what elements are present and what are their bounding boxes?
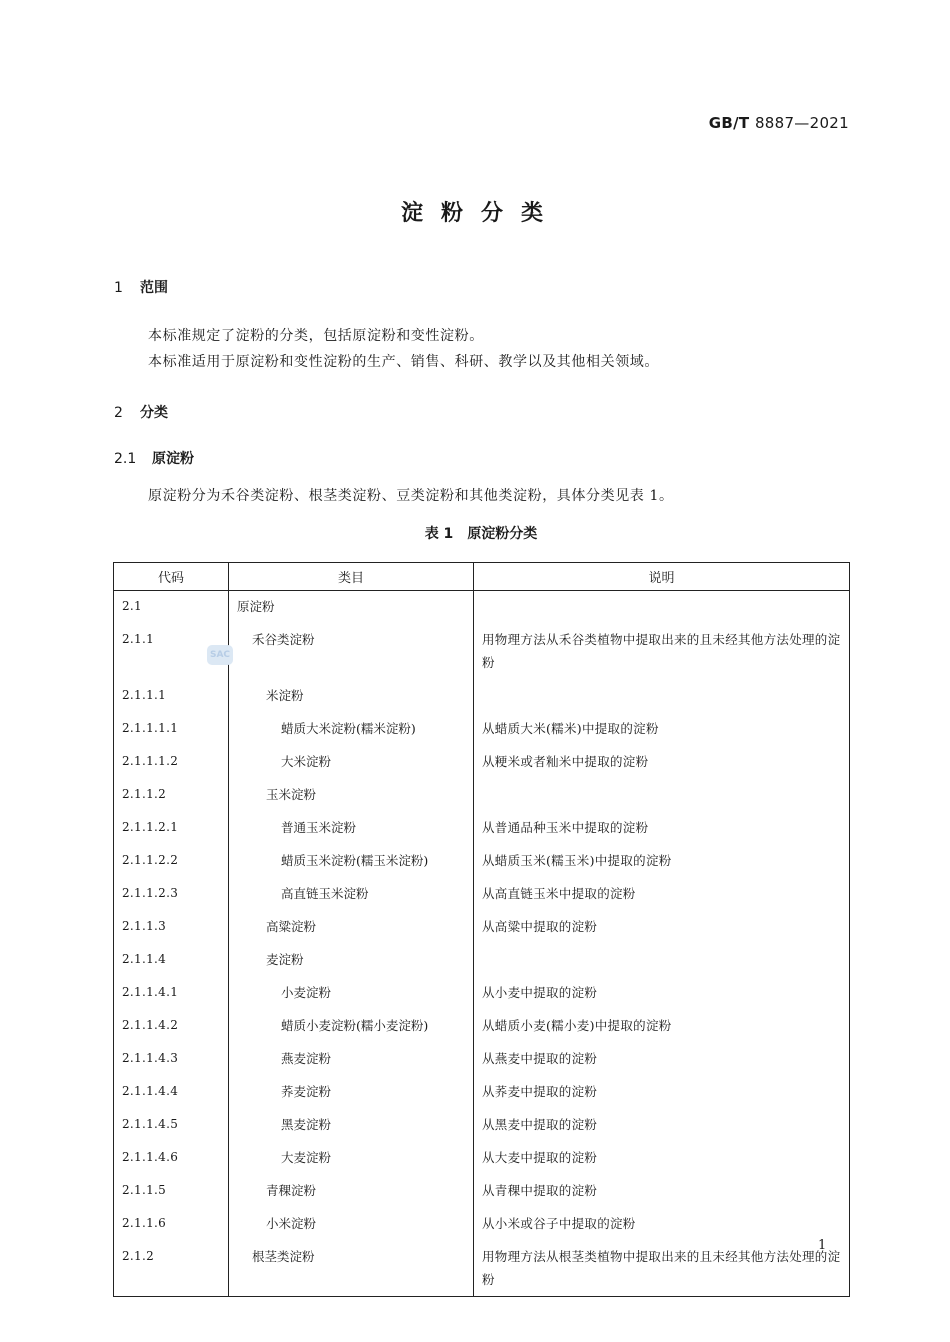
table-row [114, 910, 850, 943]
row-description: 从蜡质小麦(糯小麦)中提取的淀粉 [474, 1009, 850, 1042]
section-1-heading [114, 277, 168, 297]
row-category-cell [229, 1207, 474, 1240]
row-category: 米淀粉 [266, 688, 304, 703]
section-1-title: 范围 [140, 280, 168, 296]
starch-classification-table [113, 562, 850, 1297]
row-code: 2.1.1.4.5 [114, 1108, 229, 1141]
row-code: 2.1.1.5 [114, 1174, 229, 1207]
section-2-1-heading [114, 448, 194, 468]
header-description: 说明 [474, 563, 850, 591]
row-category-cell [229, 943, 474, 976]
table-row [114, 712, 850, 745]
row-category: 禾谷类淀粉 [252, 632, 315, 647]
row-category-cell [229, 1174, 474, 1207]
header-code: 代码 [114, 563, 229, 591]
row-category-cell [229, 778, 474, 811]
sac-watermark-logo: SAC [207, 645, 233, 665]
row-description: 从粳米或者籼米中提取的淀粉 [474, 745, 850, 778]
row-category: 玉米淀粉 [266, 787, 317, 802]
table-row [114, 745, 850, 778]
row-category-cell [229, 1240, 474, 1297]
standard-code [709, 114, 849, 132]
header-category: 类目 [229, 563, 474, 591]
row-category: 蜡质小麦淀粉(糯小麦淀粉) [281, 1018, 429, 1033]
row-code: 2.1.1.1.2 [114, 745, 229, 778]
row-code: 2.1.1.3 [114, 910, 229, 943]
table-header-row [114, 563, 850, 591]
row-category-cell [229, 976, 474, 1009]
table-row [114, 976, 850, 1009]
row-category: 蜡质大米淀粉(糯米淀粉) [281, 721, 416, 736]
row-code: 2.1.1.4.3 [114, 1042, 229, 1075]
row-category-cell [229, 712, 474, 745]
row-description: 从荞麦中提取的淀粉 [474, 1075, 850, 1108]
page-number: 1 [818, 1238, 827, 1253]
row-category-cell [229, 679, 474, 712]
row-category-cell [229, 1042, 474, 1075]
row-description: 从蜡质大米(糯米)中提取的淀粉 [474, 712, 850, 745]
section-2-1-title: 原淀粉 [152, 451, 194, 467]
table-row [114, 811, 850, 844]
row-code: 2.1.1.1.1 [114, 712, 229, 745]
table-row [114, 679, 850, 712]
section-1-number: 1 [114, 280, 123, 296]
table-row [114, 1174, 850, 1207]
row-code: 2.1.1.4.2 [114, 1009, 229, 1042]
row-description: 从普通品种玉米中提取的淀粉 [474, 811, 850, 844]
scope-paragraph-2: 本标准适用于原淀粉和变性淀粉的生产、销售、科研、教学以及其他相关领域。 [148, 354, 659, 370]
row-category: 蜡质玉米淀粉(糯玉米淀粉) [281, 853, 429, 868]
section-2-heading [114, 402, 168, 422]
row-code: 2.1.1.4.1 [114, 976, 229, 1009]
row-code: 2.1.1.2.3 [114, 877, 229, 910]
row-category: 根茎类淀粉 [252, 1249, 315, 1264]
row-category: 高直链玉米淀粉 [281, 886, 369, 901]
row-category-cell [229, 1009, 474, 1042]
row-description: 从高粱中提取的淀粉 [474, 910, 850, 943]
table-row [114, 943, 850, 976]
row-category-cell [229, 745, 474, 778]
row-description: 从小麦中提取的淀粉 [474, 976, 850, 1009]
row-code: 2.1 [114, 591, 229, 624]
row-category: 小麦淀粉 [281, 985, 332, 1000]
row-code: 2.1.1.4.4 [114, 1075, 229, 1108]
row-category: 原淀粉 [237, 599, 275, 614]
table-row [114, 1042, 850, 1075]
row-code: 2.1.1.4 [114, 943, 229, 976]
table-row [114, 1108, 850, 1141]
standard-number: 8887—2021 [754, 114, 849, 132]
row-category: 荞麦淀粉 [281, 1084, 332, 1099]
row-category: 大麦淀粉 [281, 1150, 332, 1165]
document-title: 淀粉分类 [400, 201, 561, 226]
row-code: 2.1.2 [114, 1240, 229, 1297]
row-description [474, 943, 850, 976]
row-description [474, 778, 850, 811]
section-2-number: 2 [114, 405, 123, 421]
row-category: 黑麦淀粉 [281, 1117, 332, 1132]
row-code: 2.1.1.4.6 [114, 1141, 229, 1174]
row-description: 从大麦中提取的淀粉 [474, 1141, 850, 1174]
row-description [474, 679, 850, 712]
row-code: 2.1.1.6 [114, 1207, 229, 1240]
row-category-cell [229, 877, 474, 910]
row-description: 用物理方法从禾谷类植物中提取出来的且未经其他方法处理的淀粉 [474, 623, 850, 679]
row-code: 2.1.1 [114, 623, 229, 679]
table-row [114, 1141, 850, 1174]
row-description: 从燕麦中提取的淀粉 [474, 1042, 850, 1075]
row-code: 2.1.1.2.2 [114, 844, 229, 877]
row-category: 青稞淀粉 [266, 1183, 317, 1198]
section-2-1-number: 2.1 [114, 451, 137, 467]
row-category-cell [229, 811, 474, 844]
table-row [114, 1240, 850, 1297]
table-row [114, 1009, 850, 1042]
row-description: 从小米或谷子中提取的淀粉 [474, 1207, 850, 1240]
row-category-cell [229, 910, 474, 943]
standard-prefix: GB/T [708, 114, 750, 132]
table-row [114, 591, 850, 624]
table-row [114, 1075, 850, 1108]
table-caption-number: 表 1 [424, 526, 454, 542]
row-category: 小米淀粉 [266, 1216, 317, 1231]
table-row [114, 877, 850, 910]
row-category: 燕麦淀粉 [281, 1051, 332, 1066]
row-category: 麦淀粉 [266, 952, 304, 967]
row-code: 2.1.1.2 [114, 778, 229, 811]
row-description: 从高直链玉米中提取的淀粉 [474, 877, 850, 910]
row-category-cell [229, 1075, 474, 1108]
row-category-cell [229, 1141, 474, 1174]
row-category-cell [229, 623, 474, 679]
classification-paragraph: 原淀粉分为禾谷类淀粉、根茎类淀粉、豆类淀粉和其他类淀粉，具体分类见表 1。 [148, 488, 674, 504]
table-caption-title: 原淀粉分类 [467, 526, 538, 542]
scope-paragraph-1: 本标准规定了淀粉的分类，包括原淀粉和变性淀粉。 [148, 328, 484, 344]
table-row [114, 844, 850, 877]
row-category: 大米淀粉 [281, 754, 332, 769]
row-category-cell [229, 1108, 474, 1141]
row-description: 从蜡质玉米(糯玉米)中提取的淀粉 [474, 844, 850, 877]
table-caption [0, 523, 950, 543]
row-description [474, 591, 850, 624]
row-description: 用物理方法从根茎类植物中提取出来的且未经其他方法处理的淀粉 [474, 1240, 850, 1297]
row-code: 2.1.1.2.1 [114, 811, 229, 844]
row-category: 普通玉米淀粉 [281, 820, 357, 835]
section-2-title: 分类 [140, 405, 168, 421]
row-category: 高粱淀粉 [266, 919, 317, 934]
table-row [114, 1207, 850, 1240]
row-category-cell [229, 844, 474, 877]
row-description: 从黑麦中提取的淀粉 [474, 1108, 850, 1141]
row-category-cell [229, 591, 474, 624]
row-code: 2.1.1.1 [114, 679, 229, 712]
row-description: 从青稞中提取的淀粉 [474, 1174, 850, 1207]
table-row [114, 778, 850, 811]
